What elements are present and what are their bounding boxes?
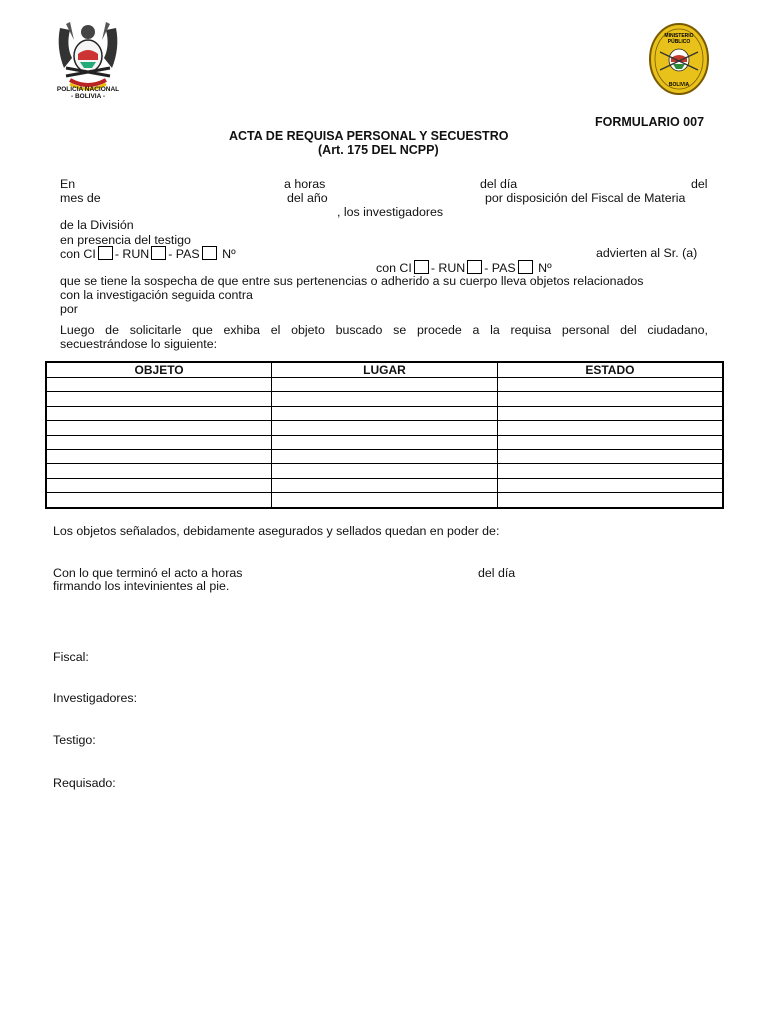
label-investigacion: con la investigación seguida contra xyxy=(60,288,253,302)
svg-text:BOLIVIA: BOLIVIA xyxy=(668,82,690,88)
solicitud-line-2: secuestrándose lo siguiente: xyxy=(60,337,218,351)
table-row xyxy=(46,421,723,435)
header-objeto: OBJETO xyxy=(46,362,272,378)
form-title: ACTA DE REQUISA PERSONAL Y SECUESTRO xyxy=(229,129,509,143)
label-del-dia: del día xyxy=(480,177,518,191)
objeto-cell[interactable] xyxy=(46,449,272,463)
lugar-cell[interactable] xyxy=(272,449,498,463)
objeto-cell[interactable] xyxy=(46,493,272,508)
pas-checkbox[interactable] xyxy=(202,246,217,260)
form-number: FORMULARIO 007 xyxy=(595,115,705,129)
objeto-cell[interactable] xyxy=(46,421,272,435)
label-en: En xyxy=(60,177,76,191)
lugar-cell[interactable] xyxy=(272,406,498,420)
logo-caption xyxy=(46,86,130,100)
label-pas: - PAS xyxy=(168,247,200,261)
lugar-cell[interactable] xyxy=(272,435,498,449)
svg-text:PÚBLICO: PÚBLICO xyxy=(667,39,691,45)
label-con-ci: con CI xyxy=(60,247,96,261)
label-del-dia-cierre: del día xyxy=(478,566,516,580)
estado-cell[interactable] xyxy=(497,435,723,449)
ministerio-publico-badge xyxy=(648,22,710,96)
logo-caption-line-2: - BOLIVIA - xyxy=(70,93,106,100)
objeto-cell[interactable] xyxy=(46,392,272,406)
table-row xyxy=(46,478,723,492)
pas-checkbox[interactable] xyxy=(518,260,533,274)
label-firmando: firmando los intevinientes al pie. xyxy=(53,579,230,593)
signature-testigo: Testigo: xyxy=(53,733,96,747)
label-con-ci: con CI xyxy=(376,261,412,275)
header-estado: ESTADO xyxy=(497,362,723,378)
objeto-cell[interactable] xyxy=(46,406,272,420)
lugar-cell[interactable] xyxy=(272,392,498,406)
estado-cell[interactable] xyxy=(497,421,723,435)
table-row xyxy=(46,378,723,392)
table-body xyxy=(46,378,723,508)
label-por-disposicion: por disposición del Fiscal de Materia xyxy=(485,191,686,205)
label-del-ano: del año xyxy=(287,191,328,205)
table-row xyxy=(46,435,723,449)
objeto-cell[interactable] xyxy=(46,464,272,478)
estado-cell[interactable] xyxy=(497,406,723,420)
estado-cell[interactable] xyxy=(497,378,723,392)
label-sospecha: que se tiene la sospecha de que entre sus pertenencias o adherido a su cuerpo lleva objetos relacionados xyxy=(60,274,644,288)
objeto-cell[interactable] xyxy=(46,378,272,392)
estado-cell[interactable] xyxy=(497,478,723,492)
table-row xyxy=(46,493,723,508)
label-run: - RUN xyxy=(430,261,466,275)
estado-cell[interactable] xyxy=(497,392,723,406)
label-numero: Nº xyxy=(222,247,236,261)
label-mes-de: mes de xyxy=(60,191,101,205)
logo-caption-line-1: POLICIA NACIONAL xyxy=(56,86,120,93)
label-del: del xyxy=(691,177,708,191)
table-row xyxy=(46,464,723,478)
requisado-document-row xyxy=(376,260,552,275)
label-advierten: advierten al Sr. (a) xyxy=(596,246,698,260)
label-presencia-testigo: en presencia del testigo xyxy=(60,233,191,247)
table-header-row xyxy=(46,362,723,378)
testigo-document-row xyxy=(60,246,236,261)
label-a-horas: a horas xyxy=(284,177,326,191)
estado-cell[interactable] xyxy=(497,449,723,463)
lugar-cell[interactable] xyxy=(272,421,498,435)
objeto-cell[interactable] xyxy=(46,478,272,492)
label-run: - RUN xyxy=(114,247,150,261)
lugar-cell[interactable] xyxy=(272,493,498,508)
estado-cell[interactable] xyxy=(497,493,723,508)
label-por: por xyxy=(60,302,78,316)
signature-requisado: Requisado: xyxy=(53,776,116,790)
label-pas: - PAS xyxy=(484,261,516,275)
label-termino: Con lo que terminó el acto a horas xyxy=(53,566,243,580)
table-row xyxy=(46,406,723,420)
label-objetos-senalados: Los objetos señalados, debidamente asegurados y sellados quedan en poder de: xyxy=(53,524,500,538)
table-row xyxy=(46,449,723,463)
signature-investigadores: Investigadores: xyxy=(53,691,138,705)
estado-cell[interactable] xyxy=(497,464,723,478)
ci-checkbox[interactable] xyxy=(414,260,429,274)
label-investigadores: , los investigadores xyxy=(337,205,444,219)
objects-table xyxy=(45,361,724,509)
run-checkbox[interactable] xyxy=(467,260,482,274)
lugar-cell[interactable] xyxy=(272,378,498,392)
run-checkbox[interactable] xyxy=(151,246,166,260)
label-division: de la División xyxy=(60,218,134,232)
form-subtitle: (Art. 175 DEL NCPP) xyxy=(318,143,439,157)
objeto-cell[interactable] xyxy=(46,435,272,449)
table-row xyxy=(46,392,723,406)
ci-checkbox[interactable] xyxy=(98,246,113,260)
signature-fiscal: Fiscal: xyxy=(53,650,89,664)
svg-text:MINISTERIO: MINISTERIO xyxy=(664,33,694,39)
solicitud-line-1: Luego de solicitarle que exhiba el objeto buscado se procede a la requisa personal del ciudadano, xyxy=(60,323,708,337)
lugar-cell[interactable] xyxy=(272,464,498,478)
header-lugar: LUGAR xyxy=(272,362,498,378)
lugar-cell[interactable] xyxy=(272,478,498,492)
label-numero: Nº xyxy=(538,261,552,275)
